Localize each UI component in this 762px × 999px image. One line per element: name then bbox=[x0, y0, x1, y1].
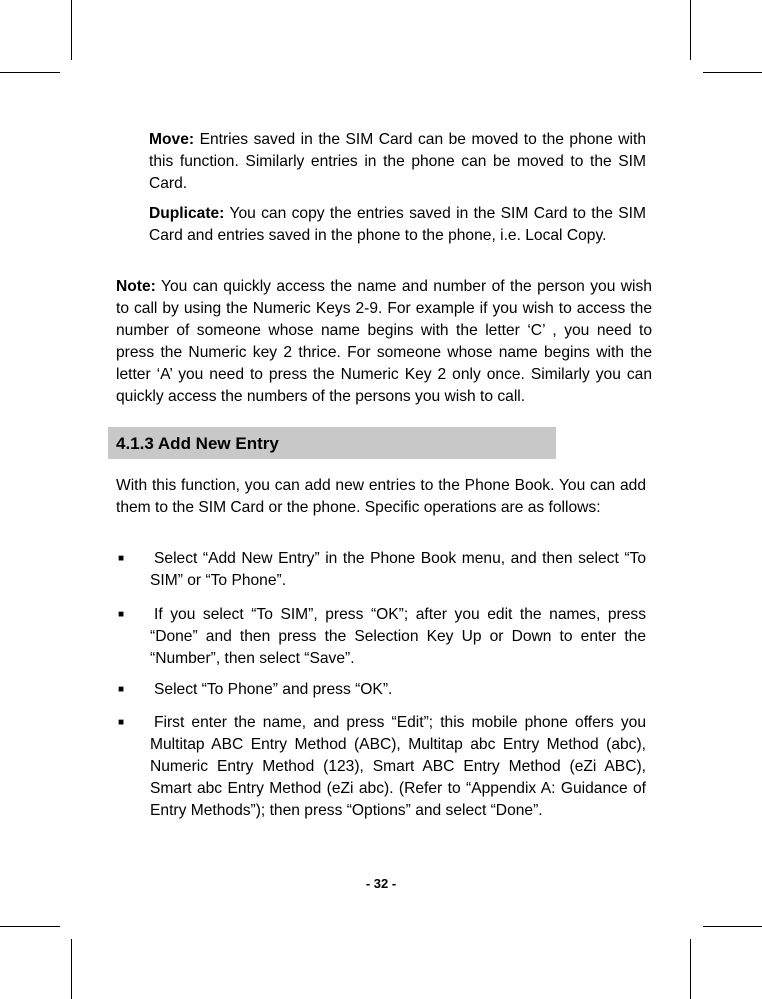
crop-mark bbox=[690, 939, 691, 999]
crop-mark bbox=[0, 926, 60, 927]
bullet-icon: ■ bbox=[118, 717, 125, 728]
crop-mark bbox=[71, 939, 72, 999]
bullet-text: Select “To Phone” and press “OK”. bbox=[154, 681, 393, 698]
section-intro: With this function, you can add new entries to the Phone Book. You can add them to the SIM Card or the phone. Specific operations are as follows: bbox=[116, 477, 646, 516]
page-number: - 32 - bbox=[365, 876, 397, 891]
bullet-text: If you select “To SIM”, press “OK”; after you edit the names, press “Done” and then press the Selection Key Up or Down to enter the “Number”, then select “Save”. bbox=[150, 606, 646, 667]
section-heading-bar bbox=[108, 427, 556, 459]
bullet-icon: ■ bbox=[118, 553, 125, 564]
crop-mark bbox=[71, 0, 72, 60]
crop-mark bbox=[703, 926, 762, 927]
crop-mark bbox=[703, 72, 762, 73]
move-term: Move: bbox=[149, 131, 195, 148]
duplicate-paragraph bbox=[149, 203, 646, 247]
move-text: Entries saved in the SIM Card can be moved to the phone with this function. Similarly entries in the phone can be moved to the SIM Card. bbox=[149, 131, 646, 192]
bullet-icon: ■ bbox=[118, 609, 125, 620]
crop-mark bbox=[690, 0, 691, 60]
crop-mark bbox=[0, 72, 60, 73]
bullet-text: Select “Add New Entry” in the Phone Book menu, and then select “To SIM” or “To Phone”. bbox=[150, 550, 646, 589]
move-paragraph bbox=[149, 129, 646, 195]
duplicate-term: Duplicate: bbox=[149, 205, 225, 222]
bullet-icon: ■ bbox=[118, 684, 125, 695]
bullet-text: First enter the name, and press “Edit”; this mobile phone offers you Multitap ABC Entry Method (ABC), Multitap abc Entry Method (abc), Numeric Entry Method (123), Smart ABC Entry Method (eZi ABC), Smart abc Entry Method (eZi abc). (Refer to “Appendix A: Guidance of Entry Methods”); then press “Options” and select “Done”. bbox=[150, 714, 646, 819]
note-paragraph bbox=[116, 276, 652, 408]
note-text: You can quickly access the name and number of the person you wish to call by using the Numeric Keys 2-9. For example if you wish to access the number of someone whose name begins with the letter ‘C’ , you need to press the Numeric key 2 thrice. For someone whose name begins with the letter ‘A’ you need to press the Numeric Key 2 only once. Similarly you can quickly access the numbers of the persons you wish to call. bbox=[116, 278, 652, 405]
section-heading: 4.1.3 Add New Entry bbox=[116, 434, 279, 453]
note-label: Note: bbox=[116, 278, 156, 295]
duplicate-text: You can copy the entries saved in the SIM Card to the SIM Card and entries saved in the phone to the phone, i.e. Local Copy. bbox=[149, 205, 646, 244]
